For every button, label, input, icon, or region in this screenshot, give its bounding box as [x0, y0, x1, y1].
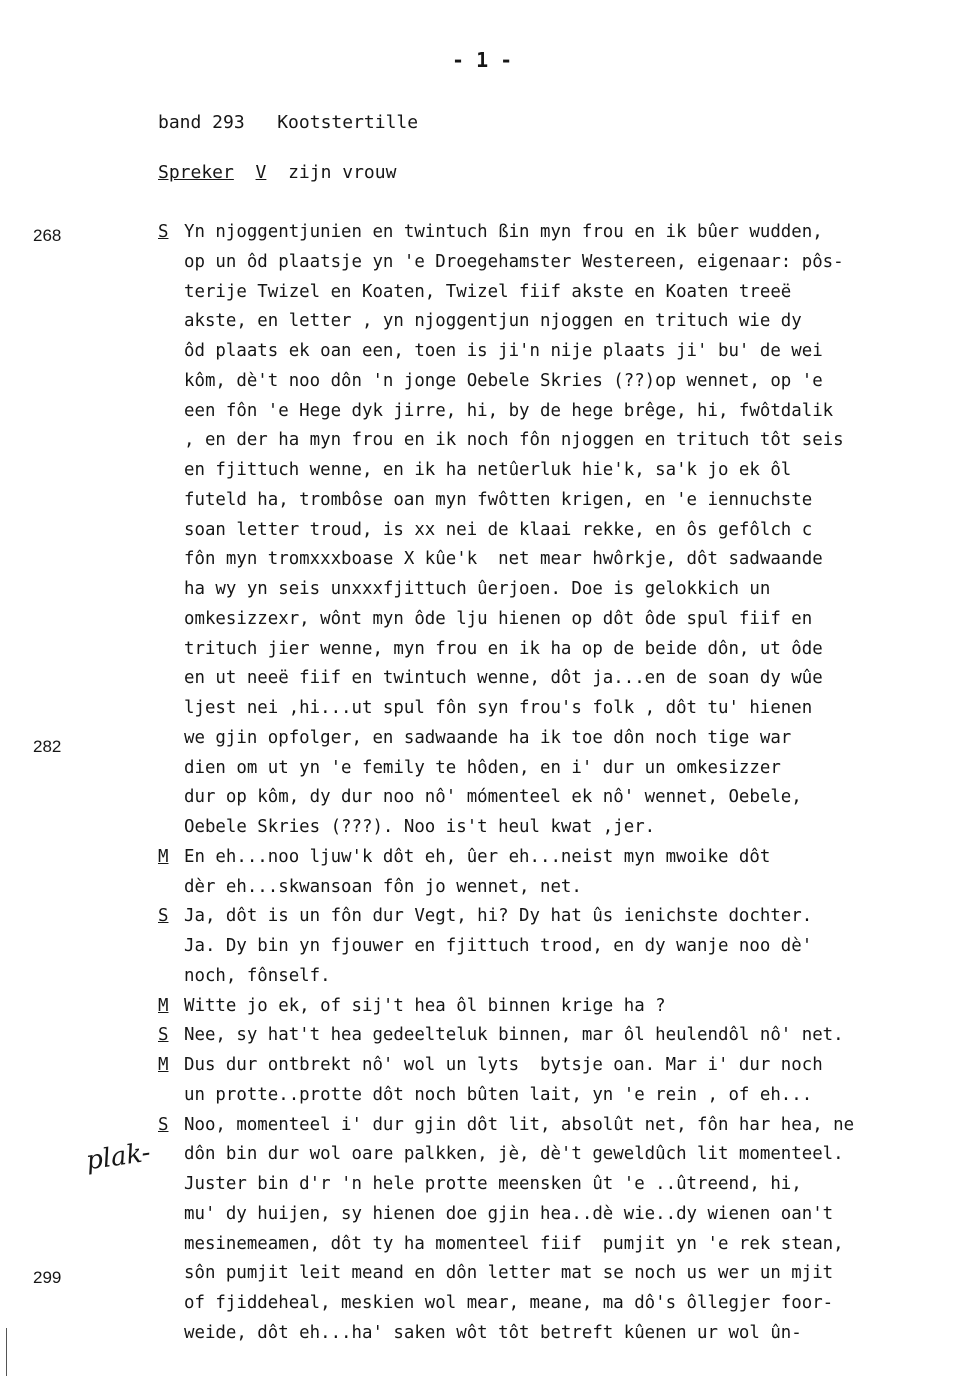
- transcript-line: [158, 1319, 973, 1349]
- transcript-line: [158, 218, 973, 248]
- transcript-line: [158, 367, 973, 397]
- line-text: mesinemeamen, dôt ty ha momenteel fiif pumjit yn 'e rek stean,: [184, 1233, 844, 1254]
- transcript-line: [158, 992, 973, 1022]
- line-text: Witte jo ek, of sij't hea ôl binnen krige ha ?: [184, 995, 666, 1016]
- speaker-marker: S: [158, 1025, 169, 1046]
- line-text: noch, fônself.: [184, 965, 331, 986]
- transcript-line: [158, 486, 973, 516]
- speaker-marker: S: [158, 906, 169, 927]
- transcript-line: [158, 575, 973, 605]
- line-text: we gjin opfolger, en sadwaande ha ik toe dôn noch tige war: [184, 727, 792, 748]
- transcript-line: [158, 1140, 973, 1170]
- transcript-line: [158, 813, 973, 843]
- transcript-line: [158, 1081, 973, 1111]
- speaker-marker: M: [158, 1055, 169, 1075]
- line-text: en ut neeë fiif en twintuch wenne, dôt ja...en de soan dy wûe: [184, 668, 823, 689]
- line-text: omkesizzexr, wônt myn ôde lju hienen op dôt ôde spul fiif en: [184, 608, 813, 629]
- line-text: mu' dy huijen, sy hienen doe gjin hea..dè wie..dy wienen oan't: [184, 1203, 834, 1224]
- transcript-line: [158, 516, 973, 546]
- line-text: Noo, momenteel i' dur gjin dôt lit, absolût net, fôn har hea, ne: [184, 1114, 855, 1135]
- transcript-line: [158, 248, 973, 278]
- line-text: en fjittuch wenne, en ik ha netûerluk hie'k, sa'k jo ek ôl: [184, 460, 792, 480]
- speaker-marker: M: [158, 846, 169, 867]
- line-text: Ja. Dy bin yn fjouwer en fjittuch trood, en dy wanje noo dè': [184, 936, 813, 956]
- place-name: Kootstertille: [277, 112, 419, 133]
- margin-number-268: 268: [33, 226, 62, 245]
- transcript-line: [158, 397, 973, 427]
- line-text: dôn bin dur wol oare palkken, jè, dè't geweldûch lit momenteel.: [184, 1144, 844, 1165]
- line-text: un protte..protte dôt noch bûten lait, yn 'e rein , of eh...: [184, 1084, 813, 1105]
- speaker-marker: M: [158, 995, 169, 1016]
- line-text: of fjiddeheal, meskien wol mear, meane, ma dô's ôllegjer foor-: [184, 1293, 834, 1313]
- transcript-line: [158, 456, 973, 486]
- line-text: dien om ut yn 'e femily te hôden, en i' dur un omkesizzer: [184, 757, 781, 778]
- transcript-line: [158, 1230, 973, 1260]
- transcript-line: [158, 843, 973, 873]
- band-label: band 293: [158, 112, 245, 133]
- transcript-line: [158, 783, 973, 813]
- line-text: ljest nei ,hi...ut spul fôn syn frou's folk , dôt tu' hienen: [184, 698, 813, 718]
- transcript-line: [158, 635, 973, 665]
- speaker-description: zijn vrouw: [288, 162, 397, 183]
- line-text: En eh...noo ljuw'k dôt eh, ûer eh...neist myn mwoike dôt: [184, 846, 771, 867]
- transcript-line: [158, 426, 973, 456]
- tape-header: [158, 112, 418, 133]
- line-text: een fôn 'e Hege dyk jirre, hi, by de hege brêge, hi, fwôtdalik: [184, 400, 834, 421]
- line-text: weide, dôt eh...ha' saken wôt tôt betreft kûenen ur wol ûn-: [184, 1322, 802, 1343]
- speaker-code: V: [255, 162, 267, 183]
- margin-number-282: 282: [33, 737, 62, 756]
- speaker-label: Spreker: [158, 162, 234, 183]
- transcript-line: [158, 1111, 973, 1141]
- line-text: ha wy yn seis unxxxfjittuch ûerjoen. Doe is gelokkich un: [184, 579, 771, 599]
- transcript-line: [158, 307, 973, 337]
- transcript-line: [158, 337, 973, 367]
- page-number: - 1 -: [452, 48, 513, 72]
- margin-number-299: 299: [33, 1268, 62, 1287]
- line-text: terije Twizel en Koaten, Twizel fiif akste en Koaten treeë: [184, 281, 792, 302]
- line-text: Juster bin d'r 'n hele protte meensken ût 'e ..ûtreend, hi,: [184, 1174, 802, 1194]
- transcript-line: [158, 1021, 973, 1051]
- line-text: sôn pumjit leit meand en dôn letter mat se noch us wer un mjit: [184, 1263, 834, 1284]
- line-text: , en der ha myn frou en ik noch fôn njoggen en trituch tôt seis: [184, 430, 844, 451]
- speaker-marker: S: [158, 1114, 169, 1135]
- transcript-line: [158, 932, 973, 962]
- line-text: Ja, dôt is un fôn dur Vegt, hi? Dy hat ûs ienichste dochter.: [184, 906, 813, 927]
- transcript-line: [158, 605, 973, 635]
- line-text: Dus dur ontbrekt nô' wol un lyts bytsje oan. Mar i' dur noch: [184, 1055, 823, 1075]
- transcript-line: [158, 962, 973, 992]
- transcript-lines: [158, 218, 973, 1349]
- transcript-line: [158, 1289, 973, 1319]
- margin-mark: [6, 1328, 7, 1376]
- line-text: trituch jier wenne, myn frou en ik ha op de beide dôn, ut ôde: [184, 638, 823, 659]
- transcript-line: [158, 754, 973, 784]
- line-text: soan letter troud, is xx nei de klaai rekke, en ôs gefôlch c: [184, 519, 813, 540]
- transcript-line: [158, 664, 973, 694]
- line-text: futeld ha, trombôse oan myn fwôtten krigen, en 'e iennuchste: [184, 489, 813, 510]
- line-text: Oebele Skries (???). Noo is't heul kwat ,jer.: [184, 817, 656, 837]
- line-text: ôd plaats ek oan een, toen is ji'n nije plaats ji' bu' de wei: [184, 341, 823, 361]
- speaker-header: [158, 162, 396, 183]
- transcript-line: [158, 902, 973, 932]
- transcript-line: [158, 694, 973, 724]
- transcript-line: [158, 1200, 973, 1230]
- transcript-line: [158, 873, 973, 903]
- handwritten-margin-note: plak-: [84, 1137, 153, 1177]
- line-text: op un ôd plaatsje yn 'e Droegehamster Westereen, eigenaar: pôs-: [184, 251, 844, 272]
- line-text: kôm, dè't noo dôn 'n jonge Oebele Skries (??)op wennet, op 'e: [184, 370, 823, 391]
- transcript-line: [158, 1170, 973, 1200]
- transcript-line: [158, 1051, 973, 1081]
- line-text: akste, en letter , yn njoggentjun njoggen en trituch wie dy: [184, 311, 802, 332]
- transcript-line: [158, 1259, 973, 1289]
- speaker-marker: S: [158, 222, 169, 242]
- transcript-line: [158, 724, 973, 754]
- line-text: dur op kôm, dy dur noo nô' mómenteel ek nô' wennet, Oebele,: [184, 787, 802, 808]
- transcript-line: [158, 278, 973, 308]
- line-text: Nee, sy hat't hea gedeelteluk binnen, mar ôl heulendôl nô' net.: [184, 1025, 844, 1046]
- transcript-line: [158, 545, 973, 575]
- line-text: Yn njoggentjunien en twintuch ßin myn frou en ik bûer wudden,: [184, 222, 823, 242]
- line-text: fôn myn tromxxxboase X kûe'k net mear hwôrkje, dôt sadwaande: [184, 549, 823, 570]
- line-text: dèr eh...skwansoan fôn jo wennet, net.: [184, 876, 582, 897]
